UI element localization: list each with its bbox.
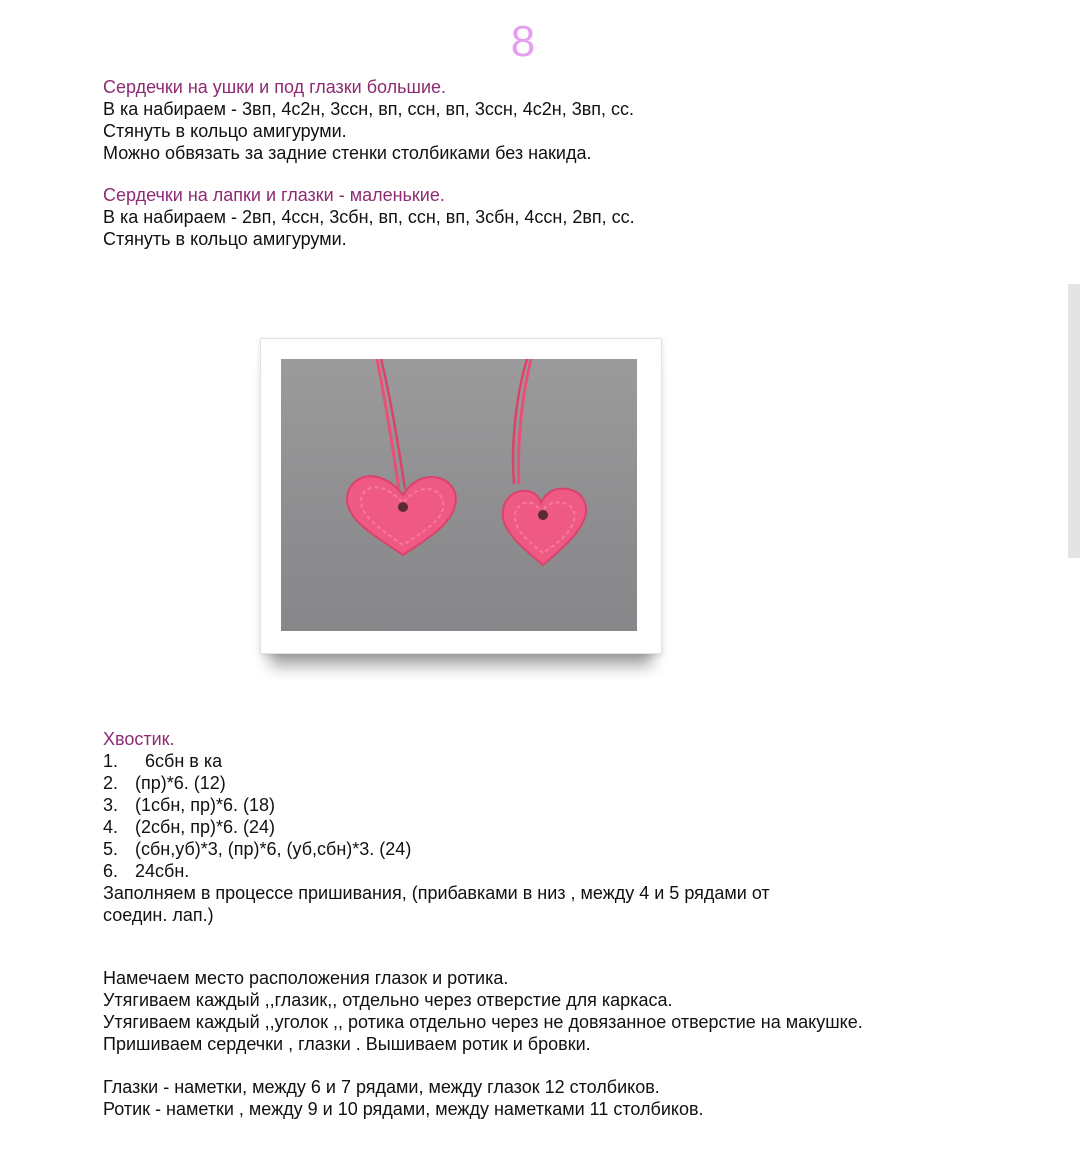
step-number: 2.	[103, 773, 119, 793]
step-text: 6сбн в ка	[135, 751, 223, 771]
section-face	[103, 967, 1003, 1055]
list-item	[103, 860, 1003, 882]
large-heart	[347, 476, 456, 555]
section-tail	[103, 728, 1003, 926]
instruction-line: В ка набираем - 2вп, 4ссн, 3сбн, вп, ссн, вп, 3сбн, 4ссн, 2вп, сс.	[103, 207, 635, 227]
step-text: (1сбн, пр)*6. (18)	[135, 795, 276, 815]
step-number: 3.	[103, 795, 119, 815]
note-line: Заполняем в процессе пришивания, (прибавками в низ , между 4 и 5 рядами от	[103, 883, 770, 903]
step-text: (сбн,уб)*3, (пр)*6, (уб,сбн)*3. (24)	[135, 839, 412, 859]
yarn-strand	[519, 359, 532, 484]
step-text: (пр)*6. (12)	[135, 773, 226, 793]
section-hearts-small	[103, 184, 1003, 250]
list-item	[103, 816, 1003, 838]
section-hearts-big	[103, 76, 1003, 164]
section-title: Хвостик.	[103, 729, 175, 749]
scrollbar[interactable]	[1068, 284, 1080, 558]
step-number: 1.	[103, 751, 119, 771]
instruction-line: Пришиваем сердечки , глазки . Вышиваем ротик и бровки.	[103, 1034, 591, 1054]
list-item	[103, 772, 1003, 794]
instruction-line: Стянуть в кольцо амигуруми.	[103, 229, 347, 249]
instruction-line: Утягиваем каждый ,,глазик,, отдельно через отверстие для каркаса.	[103, 990, 673, 1010]
note-line: соедин. лап.)	[103, 905, 214, 925]
photo-frame	[260, 338, 662, 654]
step-number: 5.	[103, 839, 119, 859]
section-marks	[103, 1076, 1003, 1120]
instruction-line: Можно обвязать за задние стенки столбиками без накида.	[103, 143, 592, 163]
list-item	[103, 838, 1003, 860]
instruction-line: Утягиваем каждый ,,уголок ,, ротика отдельно через не довязанное отверстие на макушке.	[103, 1012, 863, 1032]
instruction-line: Намечаем место расположения глазок и ротика.	[103, 968, 509, 988]
step-text: 24сбн.	[135, 861, 190, 881]
step-text: (2сбн, пр)*6. (24)	[135, 817, 276, 837]
section-title: Сердечки на лапки и глазки - маленькие.	[103, 185, 445, 205]
step-number: 4.	[103, 817, 119, 837]
step-number: 6.	[103, 861, 119, 881]
tail-steps-list	[103, 750, 1003, 882]
instruction-line: Ротик - наметки , между 9 и 10 рядами, между наметками 11 столбиков.	[103, 1099, 704, 1119]
list-item	[103, 794, 1003, 816]
page-number: 8	[510, 17, 536, 66]
hearts-photo	[281, 359, 637, 631]
instruction-line: Глазки - наметки, между 6 и 7 рядами, между глазок 12 столбиков.	[103, 1077, 660, 1097]
small-heart	[503, 489, 586, 565]
instruction-line: Стянуть в кольцо амигуруми.	[103, 121, 347, 141]
instruction-line: В ка набираем - 3вп, 4с2н, 3ссн, вп, ссн, вп, 3ссн, 4с2н, 3вп, сс.	[103, 99, 635, 119]
list-item	[103, 750, 1003, 772]
crochet-hearts-illustration	[281, 359, 637, 631]
yarn-strand	[381, 359, 405, 489]
section-title: Сердечки на ушки и под глазки большие.	[103, 77, 447, 97]
